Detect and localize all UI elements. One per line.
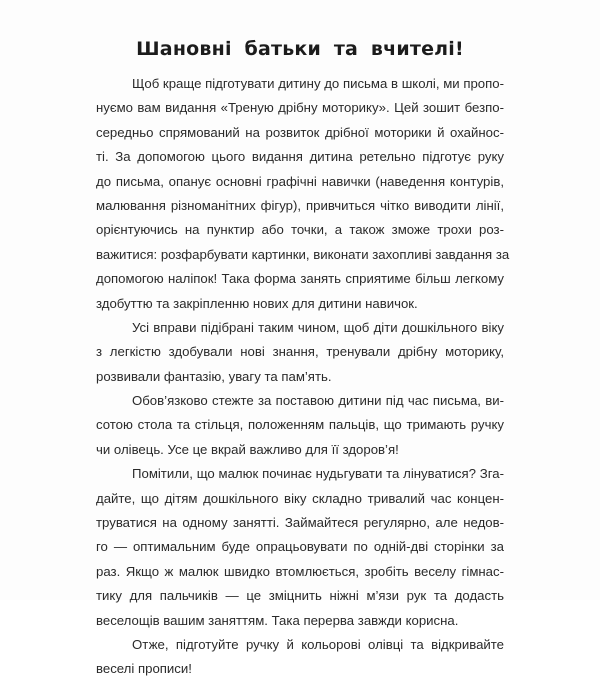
text-line: ті. За допомогою цього видання дитина ретельно підготує руку (96, 149, 504, 165)
text-line: Отже, підготуйте ручку й кольорові олівці та відкривайте (132, 636, 504, 652)
text-line: веселощів вашим заняттям. Така перерва завжди корисна. (96, 612, 459, 628)
text-line: розвивали фантазію, увагу та пам’ять. (96, 368, 332, 384)
text-line: го — оптимальним буде опрацьовувати по одній-дві сторінки за (96, 539, 504, 555)
text-line: здобуттю та закріпленню нових для дитини навичок. (96, 295, 418, 311)
text-line: з легкістю здобували нові знання, тренували дрібну моторику, (96, 344, 504, 360)
paragraph-2 (96, 316, 504, 389)
text-line: веселі прописи! (96, 661, 192, 677)
text-line: важитися: розфарбувати картинки, виконати захопливі завдання за (96, 246, 510, 262)
paragraph-3 (96, 389, 504, 462)
text-line: середньо спрямований на розвиток дрібної моторики й охайнос- (96, 124, 504, 140)
paragraph-4 (96, 462, 504, 633)
document-body (96, 72, 510, 682)
page-title: Шановні батьки та вчителі! (136, 38, 464, 60)
text-line: нуємо вам видання «Треную дрібну моторику». Цей зошит безпо- (96, 100, 504, 116)
text-line: Усі вправи підібрані таким чином, щоб діти дошкільного віку (132, 319, 504, 335)
text-line: Щоб краще підготувати дитину до письма в школі, ми пропо- (132, 76, 504, 91)
text-line: тику для пальчиків — це зміцнить ніжні м’язи рук та додасть (96, 588, 504, 604)
text-line: до письма, опанує основні графічні навички (наведення контурів, (96, 173, 504, 189)
paragraph-5 (96, 633, 504, 682)
text-line: малювання різноманітних фігур), привчиться чітко виводити лінії, (96, 197, 504, 213)
text-line: орієнтуючись на пунктир або точки, а також зможе трохи роз- (96, 222, 504, 238)
text-line: Обов’язково стежте за поставою дитини під час письма, ви- (132, 393, 504, 409)
text-line: допомогою наліпок! Така форма занять сприятиме більш легкому (96, 271, 504, 287)
text-line: Помітили, що малюк починає нудьгувати та лінуватися? Зга- (132, 466, 504, 482)
text-line: труватися на одному занятті. Займайтеся регулярно, але недов- (96, 515, 504, 531)
text-line: раз. Якщо ж малюк швидко втомлюється, зробіть веселу гімнас- (96, 563, 504, 579)
text-line: чи олівець. Усе це вкрай важливо для її здоров’я! (96, 441, 399, 457)
text-line: сотою стола та стільця, положенням пальців, що тримають ручку (96, 417, 504, 433)
paragraph-1 (96, 72, 510, 316)
text-line: дайте, що дітям дошкільного віку складно тривалий час концен- (96, 490, 504, 506)
